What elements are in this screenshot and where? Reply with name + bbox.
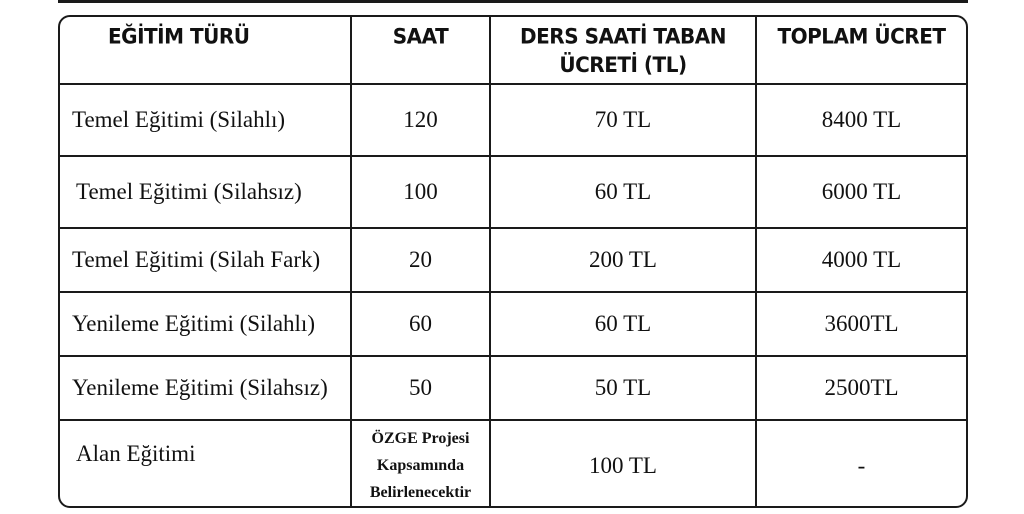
table-row xyxy=(60,84,966,156)
row-hours: 50 xyxy=(351,356,490,420)
row-base-rate: 60 TL xyxy=(490,156,756,228)
row-hours-note xyxy=(351,420,490,508)
row-training-type: Yenileme Eğitimi (Silahsız) xyxy=(60,356,351,420)
header-hours: SAAT xyxy=(351,15,490,85)
row-hours: 20 xyxy=(351,228,490,292)
row-training-type: Temel Eğitimi (Silah Fark) xyxy=(60,228,351,292)
table-row xyxy=(60,156,966,228)
hours-note-line3: Belirlenecektir xyxy=(369,484,472,501)
row-total-fee: 6000 TL xyxy=(756,156,966,228)
top-rule-line xyxy=(58,0,968,3)
row-total-fee: 4000 TL xyxy=(756,228,966,292)
row-hours: 60 xyxy=(351,292,490,356)
table-row xyxy=(60,228,966,292)
row-base-rate: 100 TL xyxy=(490,420,756,508)
table-header-row xyxy=(60,17,966,84)
header-base-rate-line2: ÜCRETİ (TL) xyxy=(559,52,687,78)
row-total-fee: 3600TL xyxy=(756,292,966,356)
row-total-fee: - xyxy=(857,452,866,478)
training-fee-table xyxy=(58,15,968,508)
header-base-rate xyxy=(490,15,756,85)
row-base-rate: 70 TL xyxy=(490,84,756,156)
row-training-type: Alan Eğitimi xyxy=(60,420,351,508)
row-total-fee: 8400 TL xyxy=(756,84,966,156)
row-base-rate: 50 TL xyxy=(490,356,756,420)
row-base-rate: 200 TL xyxy=(490,228,756,292)
row-training-type: Temel Eğitimi (Silahsız) xyxy=(60,156,351,228)
row-total-fee: 2500TL xyxy=(756,356,966,420)
header-training-type: EĞİTİM TÜRÜ xyxy=(60,15,351,85)
header-total-fee: TOPLAM ÜCRET xyxy=(756,15,966,85)
row-base-rate: 60 TL xyxy=(490,292,756,356)
row-hours: 120 xyxy=(351,84,490,156)
table-row xyxy=(60,420,966,508)
table-row xyxy=(60,292,966,356)
row-training-type: Temel Eğitimi (Silahlı) xyxy=(60,84,351,156)
header-base-rate-line1: DERS SAATİ TABAN xyxy=(520,23,726,49)
row-training-type: Yenileme Eğitimi (Silahlı) xyxy=(60,292,351,356)
hours-note-line2: Kapsamında xyxy=(376,457,465,474)
table-row xyxy=(60,356,966,420)
hours-note-line1: ÖZGE Projesi xyxy=(371,430,470,447)
row-hours: 100 xyxy=(351,156,490,228)
